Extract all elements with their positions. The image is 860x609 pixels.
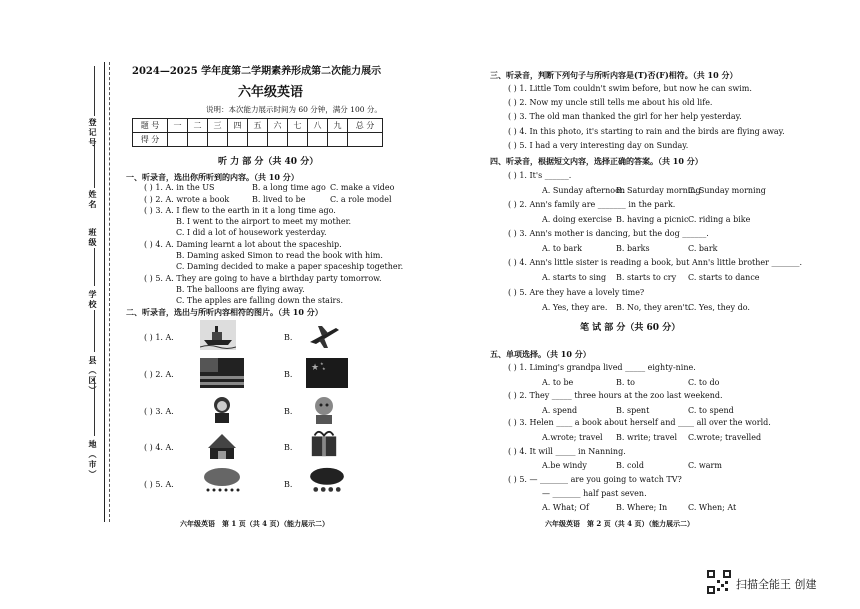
s4-question: ( ) 4. Ann's little sister is reading a book, but Ann's little brother _______. [508, 258, 803, 267]
score-cell: 五 [248, 119, 268, 133]
q3-option-c: C. I did a lot of housework yesterday. [176, 228, 327, 237]
s5-option-b: B. to [616, 378, 635, 387]
s4-option-a: A. Yes, they are. [542, 303, 608, 312]
score-blank[interactable] [248, 133, 268, 147]
field-name: 姓名 [88, 190, 98, 210]
pic-q2-b-label: B. [284, 370, 293, 379]
s5-option-c: C. to spend [688, 406, 734, 415]
s3-item: ( ) 4. In this photo, it's starting to rain and the birds are flying away. [508, 127, 785, 136]
gift-image [306, 428, 342, 458]
s4-option-c: C. bark [688, 244, 718, 253]
q3-option-b: B. I went to the airport to meet my mother. [176, 217, 352, 226]
scanner-watermark: 扫描全能王 创建 [736, 578, 817, 591]
s4-option-b: B. starts to cry [616, 273, 677, 282]
score-blank[interactable] [328, 133, 348, 147]
score-cell: 二 [188, 119, 208, 133]
s5-option-c: C. to do [688, 378, 720, 387]
pic-q2-label: ( ) 2. A. [144, 370, 174, 379]
s5-option-b: B. spent [616, 406, 650, 415]
s5-option-a: A.be windy [542, 461, 587, 470]
score-cell: 一 [168, 119, 188, 133]
section5-heading: 五、单项选择。（共 10 分） [490, 349, 591, 359]
score-cell: 九 [328, 119, 348, 133]
s4-option-c: C. Yes, they do. [688, 303, 750, 312]
s4-option-c: C. riding a bike [688, 215, 751, 224]
score-blank[interactable] [308, 133, 328, 147]
writing-header: 笔 试 部 分（共 60 分） [580, 323, 681, 333]
score-blank[interactable] [348, 133, 383, 147]
score-cell: 四 [228, 119, 248, 133]
page2-footer: 六年级英语 第 2 页（共 4 页）（能力展示二） [545, 519, 694, 528]
q2-option-b: B. lived to be [252, 195, 306, 204]
fill-line [94, 140, 95, 188]
qr-code-icon [706, 569, 732, 595]
score-table-header-row [133, 119, 383, 133]
s5-question: ( ) 1. Liming's grandpa lived _____ eighty-nine. [508, 363, 696, 372]
section1-heading: 一、听录音，选出你所听到的内容。（共 10 分） [126, 172, 299, 182]
q5-option-a: ( ) 5. A. They are going to have a birthday party tomorrow. [144, 274, 382, 283]
s4-option-a: A. to bark [542, 244, 582, 253]
exam-title: 2024—2025 学年度第二学期素养形成第二次能力展示 [132, 66, 382, 77]
q4-option-b: B. Daming asked Simon to read the book with him. [176, 251, 383, 260]
s4-option-b: B. having a picnic [616, 215, 689, 224]
pic-q1-b-label: B. [284, 333, 293, 342]
q5-option-b: B. The balloons are flying away. [176, 285, 305, 294]
q1-option-c: C. make a video [330, 183, 395, 192]
score-cell: 七 [288, 119, 308, 133]
exam-subject: 六年级英语 [238, 85, 304, 100]
s4-question: ( ) 5. Are they have a lovely time? [508, 288, 645, 297]
s5-question: ( ) 4. It will _____ in Nanning. [508, 447, 626, 456]
svg-text:★: ★ [322, 366, 326, 371]
fill-line [94, 66, 95, 116]
q4-option-a: ( ) 4. A. Daming learnt a lot about the spaceship. [144, 240, 342, 249]
exam-instructions: 说明：本次能力展示时间为 60 分钟，满分 100 分。 [206, 105, 382, 114]
pic-q3-b-label: B. [284, 407, 293, 416]
binding-dashed-line [109, 62, 110, 522]
q5-option-c: C. The apples are falling down the stairs. [176, 296, 343, 305]
flag-china-image [306, 358, 348, 388]
score-cell: 八 [308, 119, 328, 133]
s4-question: ( ) 3. Ann's mother is dancing, but the dog ______. [508, 229, 709, 238]
fill-line [94, 378, 95, 436]
s4-question: ( ) 2. Ann's family are _______ in the park. [508, 200, 676, 209]
pic-q4-b-label: B. [284, 443, 293, 452]
airplane-image [306, 320, 342, 350]
q1-option-a: ( ) 1. A. in the US [144, 183, 215, 192]
s5-question: ( ) 5. — _______ are you going to watch TV? [508, 475, 682, 484]
s5-option-b: B. Where; In [616, 503, 668, 512]
s4-option-b: B. barks [616, 244, 650, 253]
s5-option-b: B. write; travel [616, 433, 678, 442]
q3-option-a: ( ) 3. A. I flew to the earth in it a long time ago. [144, 206, 336, 215]
fill-line [94, 248, 95, 286]
s4-option-c: C. Sunday morning [688, 186, 766, 195]
s3-item: ( ) 3. The old man thanked the girl for her help yesterday. [508, 112, 742, 121]
score-blank[interactable] [168, 133, 188, 147]
score-blank[interactable] [208, 133, 228, 147]
score-table-score-row [133, 133, 383, 147]
field-registration: 登记号 [88, 118, 98, 148]
s4-option-a: A. doing exercise [542, 215, 612, 224]
kite-image [204, 430, 240, 460]
s4-option-b: B. Saturday morning [616, 186, 701, 195]
page1-footer: 六年级英语 第 1 页（共 4 页）（能力展示二） [180, 519, 329, 528]
field-school: 学校 [88, 290, 98, 310]
score-cell: 三 [208, 119, 228, 133]
section4-heading: 四、听录音，根据短文内容，选择正确的答案。（共 10 分） [490, 156, 703, 166]
s4-question: ( ) 1. It's ______. [508, 171, 572, 180]
old-woman-image [306, 394, 342, 424]
q2-option-c: C. a role model [330, 195, 392, 204]
score-cell: 题 号 [133, 119, 168, 133]
s5-option-b: B. cold [616, 461, 644, 470]
s5-option-a: A. spend [542, 406, 578, 415]
s5-question: ( ) 3. Helen ____ a book about herself and ____ all over the world. [508, 418, 771, 427]
svg-text:★: ★ [320, 361, 324, 366]
pic-q3-label: ( ) 3. A. [144, 407, 174, 416]
listening-header: 听 力 部 分（共 40 分） [218, 157, 319, 167]
q2-option-a: ( ) 2. A. wrote a book [144, 195, 230, 204]
field-city: 地（市） [88, 440, 98, 480]
s5-question-line2: — _______ half past seven. [542, 489, 647, 498]
s4-option-b: B. No, they aren't. [616, 303, 691, 312]
score-cell: 六 [268, 119, 288, 133]
s5-option-a: A. What; Of [542, 503, 589, 512]
girl-image [204, 394, 240, 424]
pic-q1-label: ( ) 1. A. [144, 333, 174, 342]
field-county: 县（区） [88, 356, 98, 396]
s3-item: ( ) 5. I had a very interesting day on Sunday. [508, 141, 689, 150]
rain-cloud-image [200, 466, 244, 496]
ship-image [200, 320, 236, 350]
score-table [132, 118, 383, 147]
s4-option-c: C. starts to dance [688, 273, 760, 282]
score-blank[interactable] [268, 133, 288, 147]
s3-item: ( ) 2. Now my uncle still tells me about his old life. [508, 98, 713, 107]
score-label: 得 分 [133, 133, 168, 147]
score-blank[interactable] [288, 133, 308, 147]
s4-option-a: A. starts to sing [542, 273, 607, 282]
pic-q5-label: ( ) 5. A. [144, 480, 174, 489]
q4-option-c: C. Daming decided to make a paper spaceship together. [176, 262, 404, 271]
hail-cloud-image [306, 466, 348, 496]
s5-question: ( ) 2. They _____ three hours at the zoo last weekend. [508, 391, 723, 400]
score-blank[interactable] [188, 133, 208, 147]
svg-text:★: ★ [311, 363, 320, 373]
flag-us-image [200, 358, 244, 388]
score-cell: 总 分 [348, 119, 383, 133]
field-class: 班级 [88, 228, 98, 248]
pic-q5-b-label: B. [284, 480, 293, 489]
s5-option-c: C.wrote; travelled [688, 433, 762, 442]
s4-option-a: A. Sunday afternoon [542, 186, 626, 195]
section3-heading: 三、听录音，判断下列句子与所听内容是(T)否(F)相符。（共 10 分） [490, 70, 738, 80]
s5-option-a: A. to be [542, 378, 574, 387]
q1-option-b: B. a long time ago [252, 183, 326, 192]
binding-line [104, 62, 105, 522]
fill-line [94, 310, 95, 352]
s5-option-c: C. When; At [688, 503, 737, 512]
s3-item: ( ) 1. Little Tom couldn't swim before, but now he can swim. [508, 84, 752, 93]
section2-heading: 二、听录音，选出与所听内容相符的图片。（共 10 分） [126, 307, 323, 317]
s5-option-a: A.wrote; travel [542, 433, 603, 442]
pic-q4-label: ( ) 4. A. [144, 443, 174, 452]
score-blank[interactable] [228, 133, 248, 147]
s5-option-c: C. warm [688, 461, 722, 470]
